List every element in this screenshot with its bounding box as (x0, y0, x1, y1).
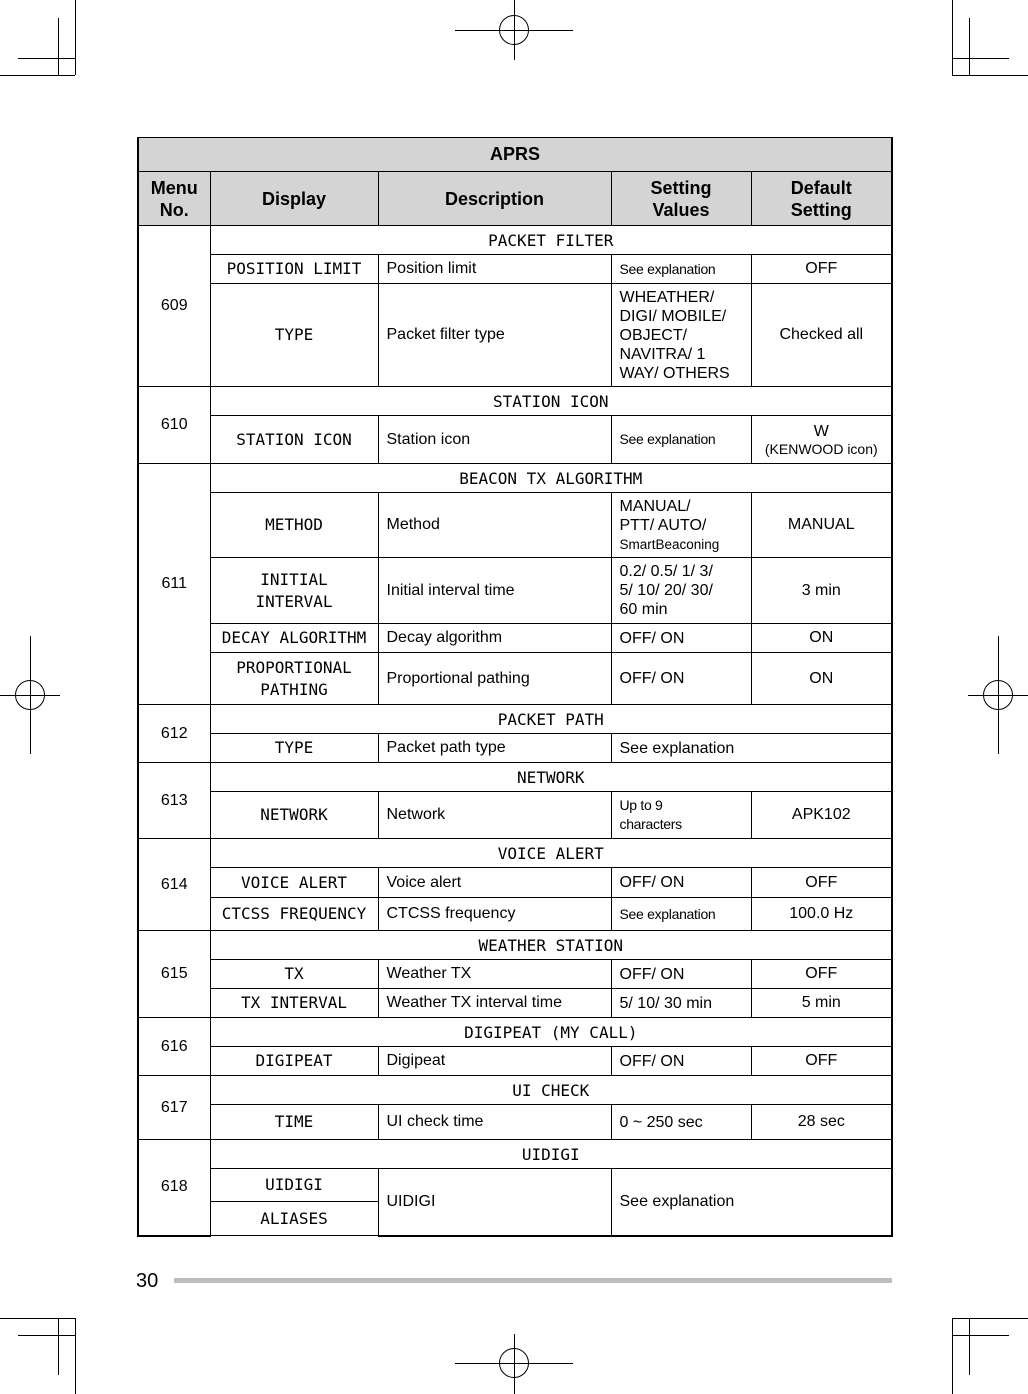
section-title: UI CHECK (210, 1076, 892, 1105)
setting-values-main: MANUAL/ PTT/ AUTO/ (619, 497, 707, 534)
menu-number: 613 (138, 763, 210, 839)
table-header-row (138, 172, 892, 226)
description-cell: Packet path type (378, 734, 611, 763)
section-row (138, 464, 892, 493)
table-row (138, 284, 892, 387)
table-row (138, 1047, 892, 1076)
table-row (138, 416, 892, 464)
aprs-menu-table (137, 137, 893, 1237)
section-title: UIDIGI (210, 1140, 892, 1169)
menu-number: 610 (138, 387, 210, 464)
default-setting-cell: OFF (751, 960, 892, 989)
setting-values-cell: See explanation (611, 1169, 892, 1236)
section-row (138, 839, 892, 868)
default-setting-cell: Checked all (751, 284, 892, 387)
description-cell: Weather TX (378, 960, 611, 989)
display-cell: VOICE ALERT (210, 868, 378, 898)
default-setting-cell: ON (751, 624, 892, 653)
default-setting-cell (751, 416, 892, 464)
description-cell: UI check time (378, 1105, 611, 1140)
table-row (138, 1105, 892, 1140)
section-title: PACKET PATH (210, 705, 892, 734)
display-cell: POSITION LIMIT (210, 255, 378, 284)
table-row (138, 898, 892, 931)
description-cell: Decay algorithm (378, 624, 611, 653)
menu-number: 615 (138, 931, 210, 1018)
default-setting-cell: MANUAL (751, 493, 892, 558)
description-cell: Digipeat (378, 1047, 611, 1076)
display-cell: TYPE (210, 734, 378, 763)
footer-rule (174, 1278, 892, 1283)
table-row (138, 989, 892, 1018)
section-row (138, 763, 892, 792)
setting-values-cell: WHEATHER/ DIGI/ MOBILE/ OBJECT/ NAVITRA/ 1 WAY/ OTHERS (611, 284, 751, 387)
setting-values-cell: 0 ~ 250 sec (611, 1105, 751, 1140)
section-row (138, 931, 892, 960)
default-setting-cell: 3 min (751, 558, 892, 624)
table-row (138, 653, 892, 705)
menu-number: 609 (138, 226, 210, 387)
section-title: STATION ICON (210, 387, 892, 416)
default-setting-cell: 28 sec (751, 1105, 892, 1140)
setting-values-cell: See explanation (611, 255, 751, 284)
description-cell: Station icon (378, 416, 611, 464)
table-title-row (138, 138, 892, 172)
section-row (138, 1140, 892, 1169)
section-title: VOICE ALERT (210, 839, 892, 868)
description-cell: Proportional pathing (378, 653, 611, 705)
default-setting-main: W (813, 422, 829, 440)
setting-values-cell: See explanation (611, 898, 751, 931)
setting-values-cell: OFF/ ON (611, 868, 751, 898)
default-setting-cell: 5 min (751, 989, 892, 1018)
default-setting-cell: APK102 (751, 792, 892, 839)
setting-values-cell: 0.2/ 0.5/ 1/ 3/ 5/ 10/ 20/ 30/ 60 min (611, 558, 751, 624)
setting-values-cell: OFF/ ON (611, 1047, 751, 1076)
header-display: Display (210, 172, 378, 226)
description-cell: Position limit (378, 255, 611, 284)
setting-values-cell: OFF/ ON (611, 653, 751, 705)
setting-values-cell: 5/ 10/ 30 min (611, 989, 751, 1018)
default-setting-cell: OFF (751, 1047, 892, 1076)
section-title: WEATHER STATION (210, 931, 892, 960)
table-row (138, 255, 892, 284)
display-cell: NETWORK (210, 792, 378, 839)
display-cell: ALIASES (210, 1202, 378, 1236)
display-cell: UIDIGI (210, 1169, 378, 1202)
menu-number: 618 (138, 1140, 210, 1236)
table-row (138, 493, 892, 558)
table-row (138, 558, 892, 624)
setting-values-smartbeaconing: SmartBeaconing (619, 536, 720, 552)
menu-number: 617 (138, 1076, 210, 1140)
display-cell: METHOD (210, 493, 378, 558)
setting-values-cell: See explanation (611, 734, 892, 763)
default-setting-cell: OFF (751, 868, 892, 898)
section-title: PACKET FILTER (210, 226, 892, 255)
section-title: NETWORK (210, 763, 892, 792)
display-cell: DIGIPEAT (210, 1047, 378, 1076)
description-cell: Packet filter type (378, 284, 611, 387)
table-title: APRS (138, 138, 892, 172)
display-cell: TYPE (210, 284, 378, 387)
section-row (138, 1076, 892, 1105)
header-setting-values: Setting Values (611, 172, 751, 226)
table-row (138, 734, 892, 763)
description-cell: Network (378, 792, 611, 839)
table-row (138, 960, 892, 989)
table-row (138, 868, 892, 898)
setting-values-cell: Up to 9 characters (611, 792, 751, 839)
section-row (138, 387, 892, 416)
description-cell: CTCSS frequency (378, 898, 611, 931)
display-cell: TX INTERVAL (210, 989, 378, 1018)
setting-values-cell: See explanation (611, 416, 751, 464)
table-row (138, 792, 892, 839)
display-cell: TX (210, 960, 378, 989)
display-cell: STATION ICON (210, 416, 378, 464)
section-row (138, 1018, 892, 1047)
section-title: DIGIPEAT (MY CALL) (210, 1018, 892, 1047)
menu-number: 612 (138, 705, 210, 763)
display-cell: TIME (210, 1105, 378, 1140)
display-cell: CTCSS FREQUENCY (210, 898, 378, 931)
description-cell: Initial interval time (378, 558, 611, 624)
description-cell: Voice alert (378, 868, 611, 898)
display-cell: DECAY ALGORITHM (210, 624, 378, 653)
table-row (138, 1169, 892, 1202)
display-cell: INITIAL INTERVAL (210, 558, 378, 624)
header-description: Description (378, 172, 611, 226)
display-cell: PROPORTIONAL PATHING (210, 653, 378, 705)
default-setting-note: (KENWOOD icon) (764, 440, 878, 457)
section-row (138, 705, 892, 734)
description-cell: Method (378, 493, 611, 558)
setting-values-cell: OFF/ ON (611, 624, 751, 653)
description-cell: Weather TX interval time (378, 989, 611, 1018)
header-default-setting: Default Setting (751, 172, 892, 226)
description-cell: UIDIGI (378, 1169, 611, 1236)
table-row (138, 624, 892, 653)
page-number: 30 (136, 1270, 159, 1292)
default-setting-cell: OFF (751, 255, 892, 284)
section-row (138, 226, 892, 255)
menu-number: 611 (138, 464, 210, 705)
setting-values-cell: OFF/ ON (611, 960, 751, 989)
default-setting-cell: 100.0 Hz (751, 898, 892, 931)
menu-number: 616 (138, 1018, 210, 1076)
section-title: BEACON TX ALGORITHM (210, 464, 892, 493)
default-setting-cell: ON (751, 653, 892, 705)
menu-number: 614 (138, 839, 210, 931)
setting-values-cell (611, 493, 751, 558)
header-menu-no: Menu No. (138, 172, 210, 226)
